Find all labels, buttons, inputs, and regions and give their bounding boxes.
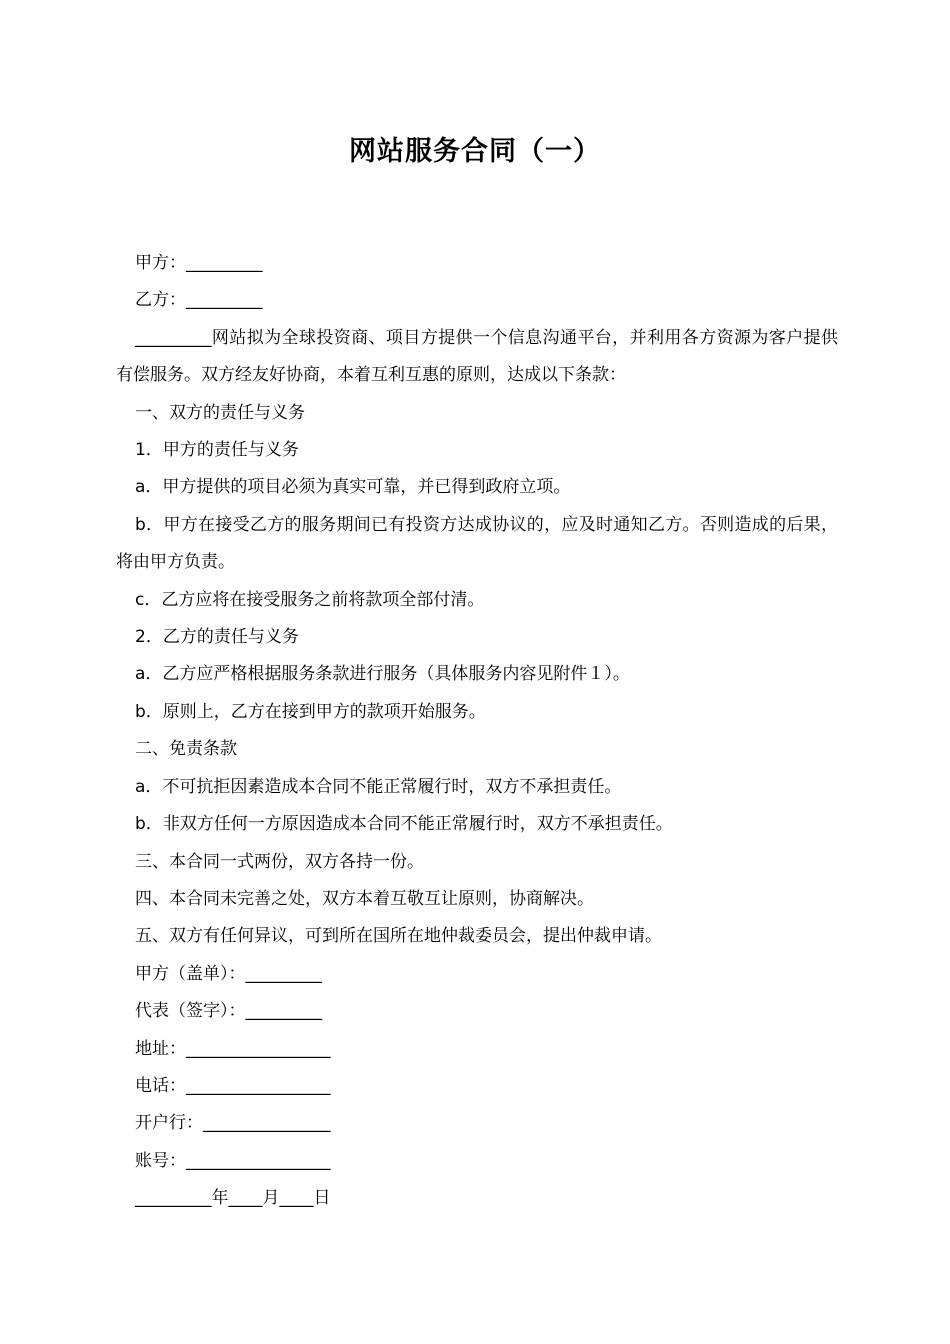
section-heading-2: 二、免责条款 [135, 739, 237, 760]
section-5: 五、双方有任何异议，可到所在国所在地仲裁委员会，提出仲裁申请。 [135, 926, 662, 947]
section-heading-1: 一、双方的责任与义务 [135, 402, 305, 423]
document-body [116, 245, 838, 1218]
party-a-line: 甲方：_________ [135, 253, 263, 273]
phone-field: 电话：_________________ [135, 1075, 331, 1096]
section-3: 三、本合同一式两份，双方各持一份。 [135, 851, 424, 872]
document-title: 网站服务合同（一） [349, 136, 601, 167]
signature-seal-field: 甲方（盖单）：_________ [135, 963, 322, 984]
intro-paragraph: _________网站拟为全球投资商、项目方提供一个信息沟通平台，并利用各方资源为客户提供有偿服务。双方经友好协商，本着互利互惠的原则，达成以下条款： [116, 327, 838, 386]
account-field: 账号：_________________ [135, 1150, 331, 1171]
clause-2: 2．乙方的责任与义务 [135, 627, 299, 648]
clause-2b: b．原则上，乙方在接到甲方的款项开始服务。 [135, 701, 486, 722]
bank-field: 开户行：_______________ [135, 1113, 331, 1134]
date-field: _________年____月____日 [135, 1188, 331, 1209]
exemption-clause-b: b．非双方任何一方原因造成本合同不能正常履行时，双方不承担责任。 [135, 814, 673, 835]
clause-1c: c．乙方应将在接受服务之前将款项全部付清。 [135, 589, 485, 610]
section-4: 四、本合同未完善之处，双方本着互敬互让原则，协商解决。 [135, 888, 594, 909]
exemption-clause-a: a．不可抗拒因素造成本合同不能正常履行时，双方不承担责任。 [135, 776, 622, 797]
clause-1: 1．甲方的责任与义务 [135, 440, 299, 461]
clause-1a: a．甲方提供的项目必须为真实可靠，并已得到政府立项。 [135, 477, 571, 498]
signature-representative-field: 代表（签字）：_________ [135, 1001, 322, 1022]
party-b-line: 乙方：_________ [135, 290, 263, 311]
clause-1b: b．甲方在接受乙方的服务期间已有投资方达成协议的，应及时通知乙方。否则造成的后果，将由甲方负责。 [116, 514, 838, 573]
address-field: 地址：_________________ [135, 1038, 331, 1059]
clause-2a: a．乙方应严格根据服务条款进行服务（具体服务内容见附件１）。 [135, 664, 630, 685]
